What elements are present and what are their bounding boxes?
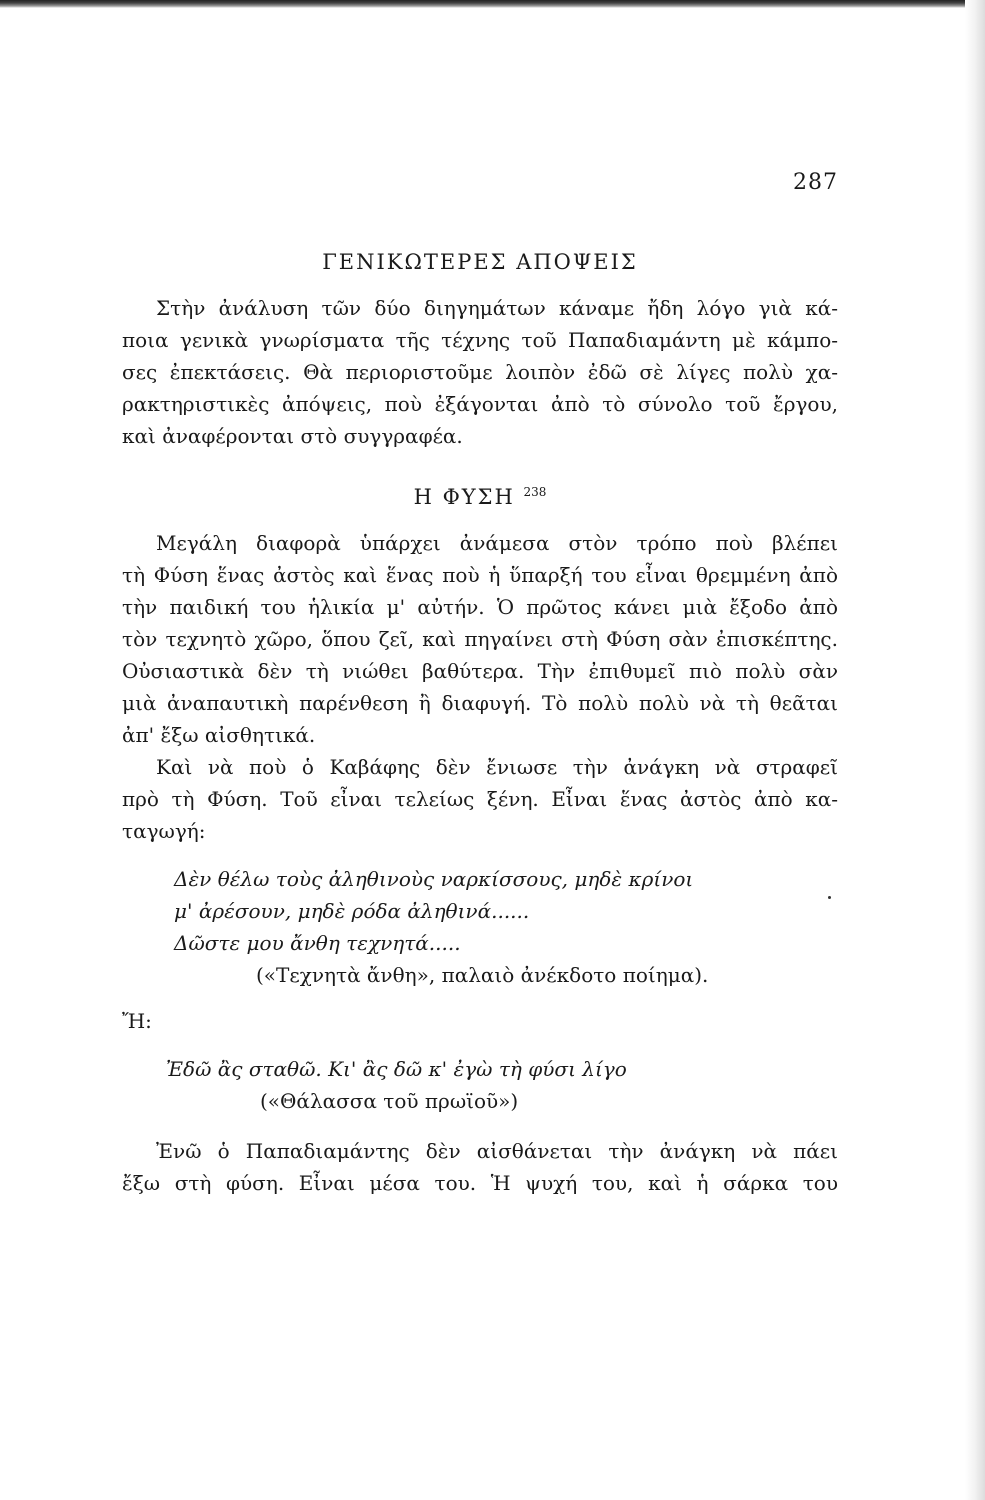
text-line: ρακτηριστικὲς ἀπόψεις, ποὺ ἐξάγονται ἀπὸ τὸ σύνολο τοῦ ἔργου,: [122, 392, 838, 416]
chapter-title: ΓΕΝΙΚΩΤΕΡΕΣ ΑΠΟΨΕΙΣ: [322, 250, 638, 274]
poem-quote-2: [166, 1053, 838, 1117]
paragraph-nature-2: [122, 751, 838, 847]
scan-top-edge: [0, 0, 985, 8]
text-line: Καὶ νὰ ποὺ ὁ Καβάφης δὲν ἔνιωσε τὴν ἀνάγκη νὰ στραφεῖ: [156, 755, 838, 779]
or-label: Ἤ:: [122, 1009, 152, 1033]
text-line: τὸν τεχνητὸ χῶρο, ὅπου ζεῖ, καὶ πηγαίνει στὴ Φύση σὰν ἐπισκέπτης.: [122, 627, 838, 651]
poem-line: Δὲν θέλω τοὺς ἀληθινοὺς ναρκίσσους, μηδὲ κρίνοι: [174, 867, 694, 891]
text-line: πρὸ τὴ Φύση. Τοῦ εἶναι τελείως ξένη. Εἶναι ἕνας ἀστὸς ἀπὸ κα-: [122, 787, 838, 811]
page-number: 287: [793, 170, 838, 195]
poem-quote-1: [174, 863, 838, 991]
section-title: [122, 476, 838, 513]
scan-right-edge: [965, 0, 985, 1500]
text-line: τὴ Φύση ἕνας ἀστὸς καὶ ἕνας ποὺ ἡ ὕπαρξή του εἶναι θρεμμένη ἀπὸ: [122, 563, 838, 587]
text-line: ποια γενικὰ γνωρίσματα τῆς τέχνης τοῦ Παπαδιαμάντη μὲ κάμπο-: [122, 328, 838, 352]
poem-line: Ἐδῶ ἂς σταθῶ. Κι' ἂς δῶ κ' ἐγὼ τὴ φύσι λίγο: [166, 1057, 627, 1081]
text-line: Οὐσιαστικὰ δὲν τὴ νιώθει βαθύτερα. Τὴν ἐπιθυμεῖ πιὸ πολὺ σὰν: [122, 659, 838, 683]
intro-paragraph: [122, 292, 838, 452]
text-line: Στὴν ἀνάλυση τῶν δύο διηγημάτων κάναμε ἤδη λόγο γιὰ κά-: [156, 296, 838, 320]
text-line: Μεγάλη διαφορὰ ὑπάρχει ἀνάμεσα στὸν τρόπο ποὺ βλέπει: [156, 531, 838, 555]
text-line: Ἐνῶ ὁ Παπαδιαμάντης δὲν αἰσθάνεται τὴν ἀνάγκη νὰ πάει: [156, 1139, 838, 1163]
text-line: σες ἐπεκτάσεις. Θὰ περιοριστοῦμε λοιπὸν ἐδῶ σὲ λίγες πολὺ χα-: [122, 360, 838, 384]
paragraph-nature-3: [122, 1135, 838, 1199]
text-line: τὴν παιδική του ἡλικία μ' αὐτήν. Ὁ πρῶτος κάνει μιὰ ἔξοδο ἀπὸ: [122, 595, 838, 619]
text-line: ἔξω στὴ φύση. Εἶναι μέσα του. Ἡ ψυχή του, καὶ ἡ σάρκα του: [122, 1171, 838, 1195]
poem-source: («Τεχνητὰ ἄνθη», παλαιὸ ἀνέκδοτο ποίημα).: [256, 963, 709, 987]
footnote-marker: 238: [523, 485, 547, 499]
text-line: καὶ ἀναφέρονται στὸ συγγραφέα.: [122, 424, 463, 448]
section-title-text: Η ΦΥΣΗ: [413, 485, 515, 509]
poem-line: μ' ἀρέσουν, μηδὲ ρόδα ἀληθινά......: [174, 899, 530, 923]
poem-source: («Θάλασσα τοῦ πρωϊοῦ»): [260, 1089, 519, 1113]
paragraph-nature-1: [122, 527, 838, 751]
book-page: [122, 168, 838, 1199]
text-line: μιὰ ἀναπαυτικὴ παρένθεση ἢ διαφυγή. Τὸ πολὺ πολὺ νὰ τὴ θεᾶται: [122, 691, 838, 715]
text-line: ἀπ' ἔξω αἰσθητικά.: [122, 723, 316, 747]
poem-line: Δῶστε μου ἄνθη τεχνητά.....: [174, 931, 461, 955]
text-line: ταγωγή:: [122, 819, 206, 843]
